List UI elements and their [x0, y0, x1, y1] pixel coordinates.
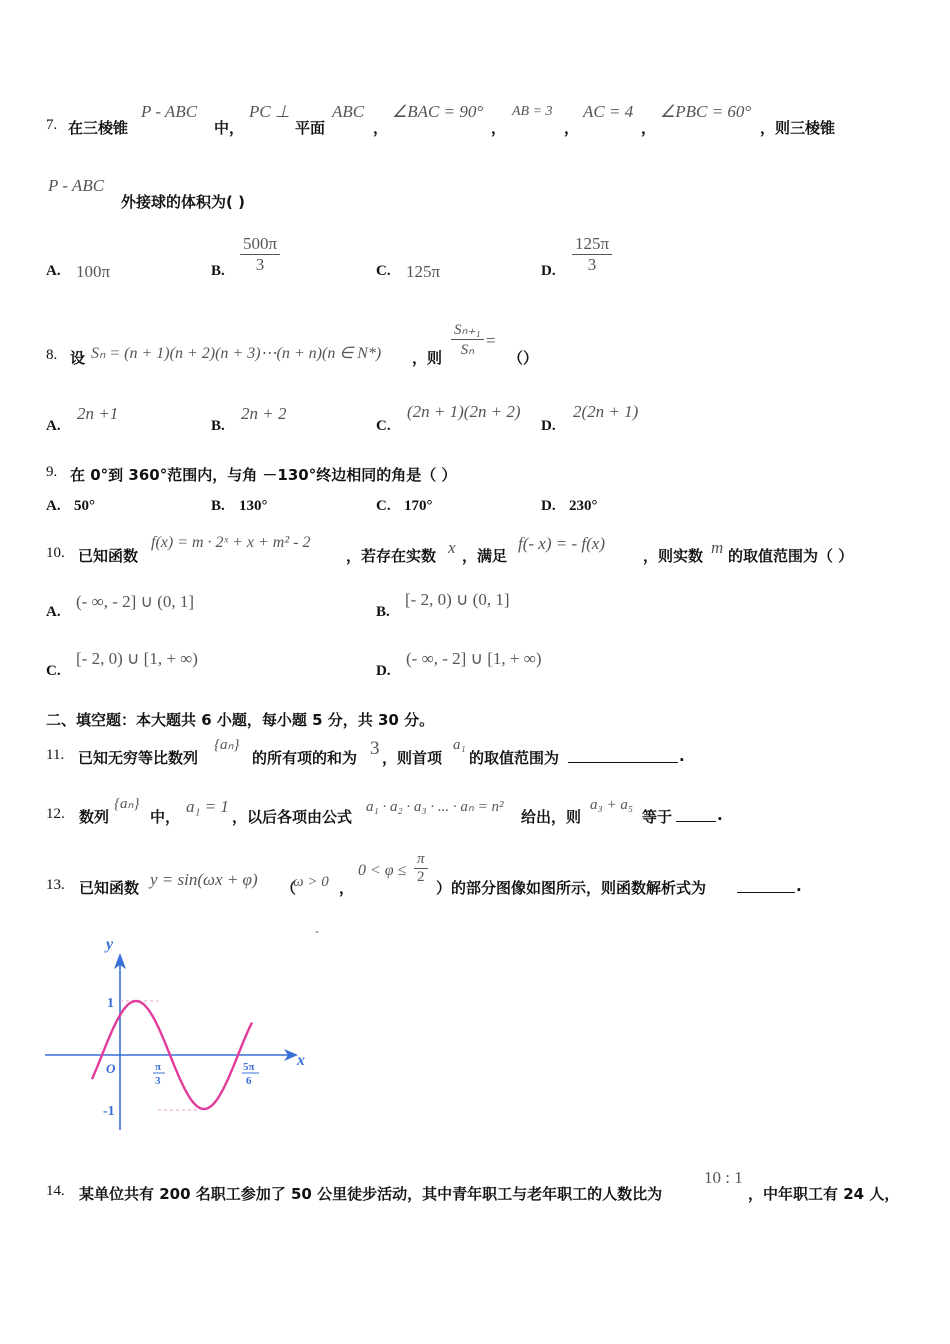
q8-option-a-label: A.	[46, 418, 61, 434]
q7-math-ac: AC = 4	[583, 102, 634, 121]
q10-math-x: x	[448, 538, 456, 557]
q13-fraction-numerator: π	[414, 851, 428, 869]
q8-fraction	[451, 320, 484, 359]
q9-option-b-label: B.	[211, 498, 225, 514]
q9-option-c-label: C.	[376, 498, 391, 514]
q7-sep-1: ，	[373, 119, 389, 137]
section-2-heading: 二、填空题：本大题共 6 小题，每小题 5 分，共 30 分。	[46, 711, 435, 729]
q11-math-sequence: {aₙ}	[214, 737, 240, 753]
q9-option-d-value: 230°	[569, 498, 598, 514]
q14-number: 14.	[46, 1183, 65, 1199]
q12-text-3: ，以后各项由公式	[232, 808, 353, 826]
q7-text-3: 平面	[295, 119, 326, 137]
q13-graph-tick-x2-denominator: 6	[246, 1075, 252, 1087]
q7-text-2: 中，	[214, 119, 245, 137]
q10-text-4: ，则实数	[643, 547, 704, 565]
q8-option-d-label: D.	[541, 418, 556, 434]
q7-option-b-fraction	[240, 234, 280, 275]
q8-option-d-value: 2(2n + 1)	[573, 402, 639, 421]
q8-text-1: 设	[70, 349, 86, 367]
q9-option-c-value: 170°	[404, 498, 433, 514]
q8-fraction-numerator: Sₙ₊₁	[451, 320, 484, 340]
q7-option-b-numerator: 500π	[240, 234, 280, 255]
q11-text-3: ，则首项	[382, 749, 443, 767]
q11-text-2: 的所有项的和为	[252, 749, 358, 767]
q10-text-2: ，若存在实数	[346, 547, 437, 565]
q7-sep-2: ，	[491, 119, 507, 137]
q10-option-a-value: (- ∞, - 2] ∪ (0, 1]	[76, 592, 195, 611]
q13-fraction-denominator: 2	[417, 869, 425, 885]
q7-text-4: ，则三棱锥	[760, 119, 836, 137]
q8-text-2: ，则	[412, 349, 443, 367]
q9-option-d-label: D.	[541, 498, 556, 514]
q12-text-4: 给出，则	[521, 808, 582, 826]
q8-option-c-label: C.	[376, 418, 391, 434]
q7-option-b-denominator: 3	[255, 255, 265, 274]
q10-option-c-value: [- 2, 0) ∪ [1, + ∞)	[76, 649, 198, 668]
q13-text-3: ，	[339, 879, 355, 897]
q11-math-sum: 3	[370, 738, 380, 759]
q14-text-2: ，中年职工有 24 人，	[748, 1185, 900, 1203]
q7-option-c-value: 125π	[406, 262, 441, 281]
q11-answer-blank	[568, 750, 678, 763]
q7-option-d-numerator: 125π	[572, 234, 612, 255]
q7-sep-4: ，	[641, 119, 657, 137]
q9-option-a-label: A.	[46, 498, 61, 514]
q12-text-2: 中，	[150, 808, 181, 826]
q7-option-d-denominator: 3	[587, 255, 597, 274]
q13-graph-tick-x2-numerator: 5π	[243, 1061, 255, 1073]
q7-math-pc-perp: PC ⊥	[249, 102, 290, 121]
q12-math-product: a₁ · a₂ · a₃ · ... · aₙ = n²	[366, 799, 504, 815]
q7-number: 7.	[46, 117, 58, 133]
q8-option-b-label: B.	[211, 418, 225, 434]
q13-math-function: y = sin(ωx + φ)	[150, 870, 258, 889]
q13-sine-graph	[40, 925, 330, 1140]
q9-number: 9.	[46, 464, 58, 480]
q8-option-c-value: (2n + 1)(2n + 2)	[407, 402, 521, 421]
q10-math-m: m	[711, 538, 724, 557]
q7-math-abc: ABC	[332, 102, 365, 121]
q7-math-pyramid: P - ABC	[141, 102, 198, 121]
q8-equals: =	[486, 331, 496, 350]
q7-text-1: 在三棱锥	[68, 119, 129, 137]
q8-fraction-denominator: Sₙ	[460, 342, 475, 358]
q13-graph-y-label: y	[106, 936, 114, 953]
q13-text-4: ）的部分图像如图所示，则函数解析式为	[436, 879, 707, 897]
q11-number: 11.	[46, 747, 65, 763]
q13-text-2: （	[281, 879, 297, 897]
q11-text-4: 的取值范围为	[469, 749, 560, 767]
q7-text-5: 外接球的体积为( )	[121, 193, 245, 211]
q13-graph-tick-x1-denominator: 3	[155, 1075, 161, 1087]
q10-math-function: f(x) = m · 2ˣ + x + m² - 2	[151, 534, 311, 551]
q7-option-c-label: C.	[376, 263, 391, 279]
q12-text-1: 数列	[79, 808, 110, 826]
q7-option-b-label: B.	[211, 263, 225, 279]
q9-option-a-value: 50°	[74, 498, 95, 514]
q12-answer-blank	[676, 809, 716, 822]
q13-number: 13.	[46, 877, 65, 893]
q10-text-3: ，满足	[462, 547, 508, 565]
q9-text: 在 0°到 360°范围内，与角 －130°终边相同的角是（ ）	[70, 466, 457, 484]
q13-answer-blank	[737, 880, 795, 893]
q12-math-a3-a5: a₃ + a₅	[590, 797, 634, 813]
q8-option-b-value: 2n + 2	[241, 404, 287, 423]
q7-math-angle-bac: ∠BAC = 90°	[392, 102, 484, 121]
q9-option-b-value: 130°	[239, 498, 268, 514]
q10-text-5: 的取值范围为（ ）	[728, 547, 854, 565]
q7-option-a-value: 100π	[76, 262, 111, 281]
q12-math-sequence: {aₙ}	[114, 796, 140, 812]
q10-option-b-label: B.	[376, 604, 390, 620]
q13-graph-x-label: x	[297, 1052, 305, 1069]
q8-number: 8.	[46, 347, 58, 363]
q10-option-c-label: C.	[46, 663, 61, 679]
q10-option-a-label: A.	[46, 604, 61, 620]
q10-option-b-value: [- 2, 0) ∪ (0, 1]	[405, 590, 510, 609]
q8-text-3: （）	[508, 349, 539, 367]
q13-graph-tick-y-neg1: -1	[103, 1104, 115, 1119]
q11-math-a1: a₁	[453, 737, 466, 753]
q13-graph-tick-x1-numerator: π	[155, 1061, 162, 1073]
q12-math-a1: a₁ = 1	[186, 797, 229, 816]
q11-text-1: 已知无穷等比数列	[78, 749, 199, 767]
q8-math-sn-definition: Sₙ = (n + 1)(n + 2)(n + 3)⋯(n + n)(n ∈ N*)	[91, 345, 382, 362]
q13-end: .	[796, 877, 802, 895]
q10-number: 10.	[46, 545, 65, 561]
q8-option-a-value: 2n +1	[77, 404, 119, 423]
q12-end: .	[717, 806, 723, 824]
q14-math-ratio: 10 : 1	[704, 1168, 743, 1187]
q11-end: .	[679, 747, 685, 765]
q13-fraction	[414, 851, 428, 886]
q13-math-phi: 0 < φ ≤	[358, 862, 407, 879]
q10-option-d-value: (- ∞, - 2] ∪ [1, + ∞)	[406, 649, 542, 668]
q10-math-odd-condition: f(- x) = - f(x)	[518, 534, 605, 553]
q13-graph-origin: O	[106, 1061, 116, 1076]
q7-option-d-label: D.	[541, 263, 556, 279]
q12-text-5: 等于	[642, 808, 673, 826]
q10-text-1: 已知函数	[78, 547, 139, 565]
q13-text-1: 已知函数	[79, 879, 140, 897]
q13-math-omega: ω > 0	[293, 874, 329, 890]
q12-number: 12.	[46, 806, 65, 822]
q14-text-1: 某单位共有 200 名职工参加了 50 公里徒步活动，其中青年职工与老年职工的人数比为	[79, 1185, 663, 1203]
q7-sep-3: ，	[564, 119, 580, 137]
q13-graph-tick-y-1: 1	[107, 996, 114, 1011]
q10-option-d-label: D.	[376, 663, 391, 679]
q13-graph-stray-mark: -	[315, 925, 319, 938]
q7-option-a-label: A.	[46, 263, 61, 279]
q7-math-pyramid-2: P - ABC	[48, 176, 105, 195]
q7-math-angle-pbc: ∠PBC = 60°	[660, 102, 752, 121]
q7-math-ab: AB = 3	[512, 104, 553, 119]
q7-option-d-fraction	[572, 234, 612, 275]
